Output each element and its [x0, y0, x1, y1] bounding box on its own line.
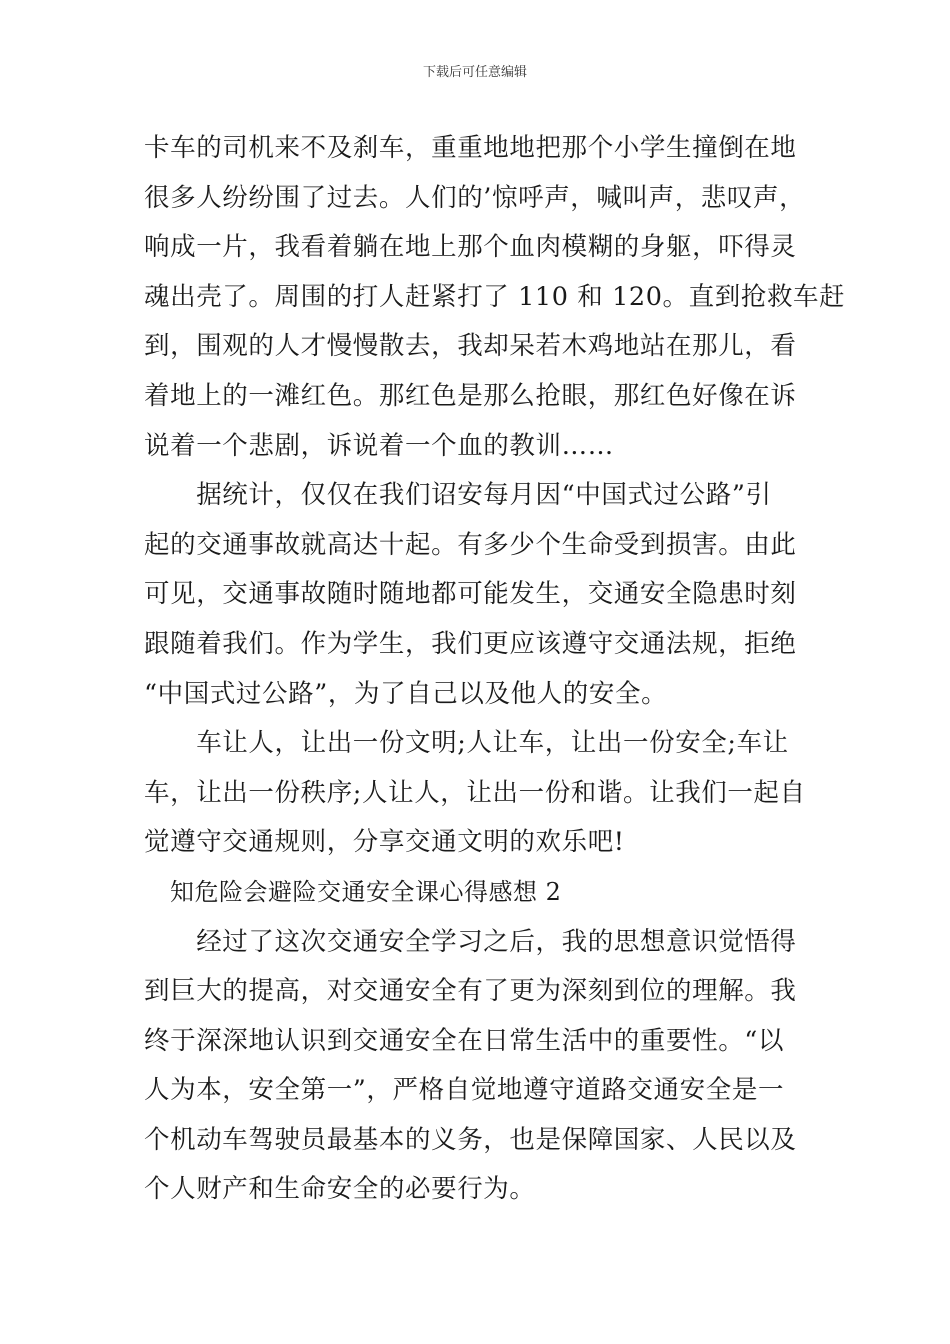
text-line: 个人财产和生命安全的必要行为。 — [144, 1174, 536, 1205]
paragraph-accident-scene — [144, 124, 846, 471]
paragraph-reflection — [144, 918, 810, 1216]
paragraph-courtesy — [144, 719, 810, 868]
text-line: 起的交通事故就高达十起。有多少个生命受到损害。由此 — [144, 529, 797, 560]
text-line: 车让人，让出一份文明;人让车，让出一份安全;车让 — [144, 728, 789, 759]
text-line: 个机动车驾驶员最基本的义务，也是保障国家、人民以及 — [144, 1124, 797, 1155]
document-body — [144, 124, 846, 1215]
text-line: 跟随着我们。作为学生，我们更应该遵守交通法规，拒绝 — [144, 628, 797, 659]
text-line: 人为本，安全第一”，严格自觉地遵守道路交通安全是一 — [144, 1075, 785, 1106]
text-line: 响成一片，我看着躺在地上那个血肉模糊的身躯，吓得灵 — [144, 232, 797, 263]
text-line: 着地上的一滩红色。那红色是那么抢眼，那红色好像在诉 — [144, 380, 797, 411]
text-line: 终于深深地认识到交通安全在日常生活中的重要性。“以 — [144, 1025, 785, 1056]
text-line: 说着一个悲剧，诉说着一个血的教训…… — [144, 430, 614, 461]
paragraph-statistics — [144, 471, 810, 719]
text-line: 到巨大的提高，对交通安全有了更为深刻到位的理解。我 — [144, 976, 797, 1007]
text-line: 很多人纷纷围了过去。人们的’惊呼声，喊叫声，悲叹声， — [144, 182, 806, 213]
text-line: 到，围观的人才慢慢散去，我却呆若木鸡地站在那儿，看 — [144, 331, 797, 362]
page-header-note: 下载后可任意编辑 — [422, 65, 527, 80]
text-line: 可见，交通事故随时随地都可能发生，交通安全隐患时刻 — [144, 579, 797, 610]
text-line: 觉遵守交通规则，分享交通文明的欢乐吧! — [144, 827, 625, 858]
text-line: 卡车的司机来不及刹车，重重地地把那个小学生撞倒在地 — [144, 133, 797, 163]
text-line: “中国式过公路”，为了自己以及他人的安全。 — [144, 678, 668, 709]
text-line: 据统计，仅仅在我们诏安每月因“中国式过公路”引 — [144, 480, 772, 511]
text-line: 经过了这次交通安全学习之后，我的思想意识觉悟得 — [144, 926, 797, 957]
section-heading: 知危险会避险交通安全课心得感想 2 — [170, 877, 562, 906]
text-line: 魂出壳了。周围的打人赶紧打了 110 和 120。直到抢救车赶 — [144, 281, 846, 312]
text-line: 车，让出一份秩序;人让人，让出一份和谐。让我们一起自 — [144, 777, 806, 808]
